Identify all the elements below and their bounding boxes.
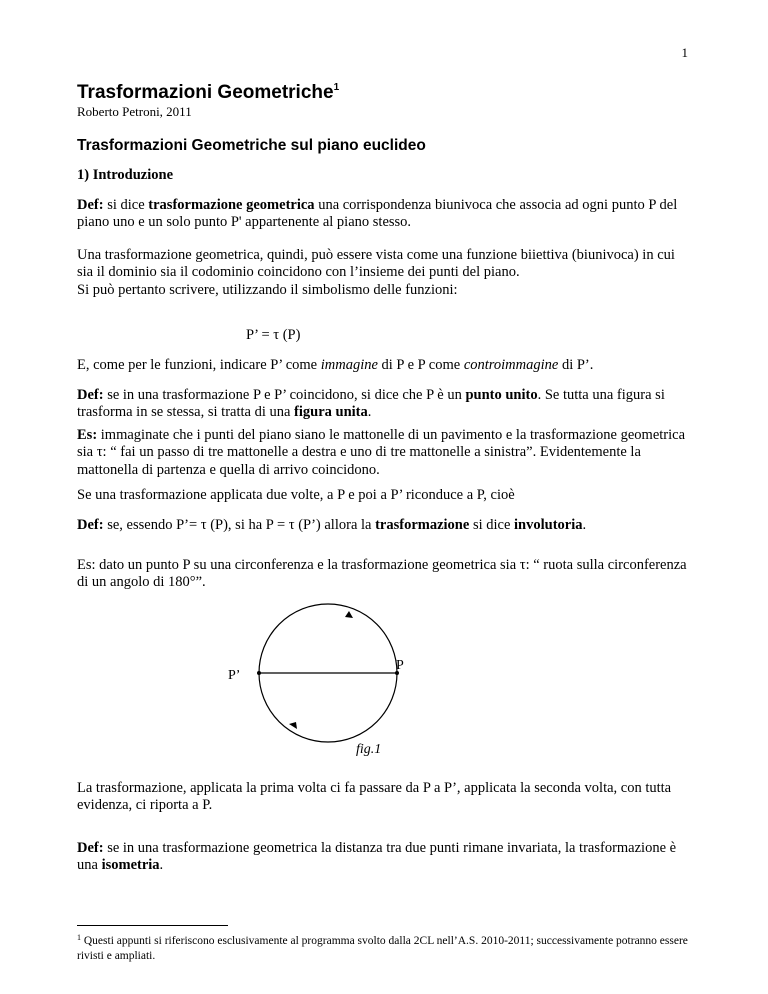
author-line: Roberto Petroni, 2011: [77, 104, 192, 119]
def-term: trasformazione geometrica: [148, 197, 315, 213]
def-text: se in una trasformazione P e P’ coincidono, si dice che P è un: [103, 387, 466, 403]
figure-caption: fig.1: [356, 742, 382, 757]
title-footnote-mark[interactable]: 1: [333, 82, 340, 93]
def-text: se in una trasformazione geometrica la distanza tra due punti rimane invariata, la trasformazione è una: [77, 840, 677, 874]
formula: P’ = τ (P): [246, 327, 301, 343]
section-title: Trasformazioni Geometriche sul piano euclideo: [77, 137, 426, 154]
def-text: si dice: [103, 197, 149, 213]
example-label: Es:: [77, 427, 98, 443]
title-text: Trasformazioni Geometriche: [77, 82, 334, 103]
term-immagine: immagine: [320, 357, 378, 373]
footnote-mark: 1: [77, 933, 81, 942]
def-label: Def:: [77, 517, 104, 533]
footnote-text: Questi appunti si riferiscono esclusivamente al programma svolto dalla 2CL nell’A.S. 2010-2011; successivamente potranno essere rivisti e ampliati.: [77, 935, 688, 962]
def-term: trasformazione: [375, 517, 470, 533]
def-label: Def:: [77, 840, 104, 856]
subsection-title: 1) Introduzione: [77, 167, 174, 183]
paragraph-text: di P’.: [558, 357, 594, 373]
definition-isometria: [77, 840, 693, 875]
example-text: immaginate che i punti del piano siano le mattonelle di un pavimento e la trasformazione geometrica sia τ: “ fai un passo di tre mattonelle a destra e uno di tre mattonelle a sinistra”. Evidentemente la mattonella di partenza e quella di arrivo coincidono.: [77, 427, 686, 478]
def-text: .: [582, 517, 587, 533]
def-term: involutoria: [514, 517, 583, 533]
arrow-bottom-icon: [289, 722, 297, 729]
paragraph-riconduce: Se una trasformazione applicata due volte, a P e poi a P’ riconduce a P, cioè: [77, 487, 515, 503]
def-text: se, essendo P’= τ (P), si ha P = τ (P’) allora la: [103, 517, 376, 533]
def-text: si dice: [469, 517, 515, 533]
def-term: punto unito: [465, 387, 538, 403]
def-text: .: [367, 404, 372, 421]
paragraph-text: Una trasformazione geometrica, quindi, può essere vista come una funzione biiettiva (biunivoca) in cui sia il dominio sia il codominio coincidono con l’insieme dei punti del piano.: [77, 247, 675, 281]
footnote: [77, 933, 697, 964]
paragraph-riporta: La trasformazione, applicata la prima volta ci fa passare da P a P’, applicata la seconda volta, con tutta evidenza, ci riporta a P.: [77, 780, 672, 814]
arrow-top-icon: [345, 611, 353, 618]
def-label: Def:: [77, 197, 104, 213]
def-text: .: [159, 857, 164, 874]
def-text: . Se tutta una figura si trasforma in se stessa, si tratta di una: [77, 387, 665, 421]
point-p-prime: [257, 671, 261, 675]
paragraph-text: di P e P come: [377, 357, 464, 373]
footnote-divider: [77, 925, 228, 926]
example-circonferenza: Es: dato un punto P su una circonferenza e la trasformazione geometrica sia τ: “ ruota sulla circonferenza di un angolo di 180°”.: [77, 557, 687, 591]
term-controimmagine: controimmagine: [463, 357, 559, 373]
paragraph-text: E, come per le funzioni, indicare P’ come: [77, 357, 321, 373]
def-term: isometria: [101, 857, 160, 874]
label-p-prime: P’: [228, 668, 241, 683]
label-p: P: [396, 658, 404, 673]
page-number: 1: [681, 45, 688, 60]
def-term: figura unita: [294, 404, 368, 421]
paragraph-text: Si può pertanto scrivere, utilizzando il simbolismo delle funzioni:: [77, 281, 458, 298]
def-text: una corrispondenza biunivoca che associa ad ogni punto P del piano uno e un solo punto P' appartenente al piano stesso.: [77, 197, 678, 231]
def-label: Def:: [77, 387, 104, 403]
